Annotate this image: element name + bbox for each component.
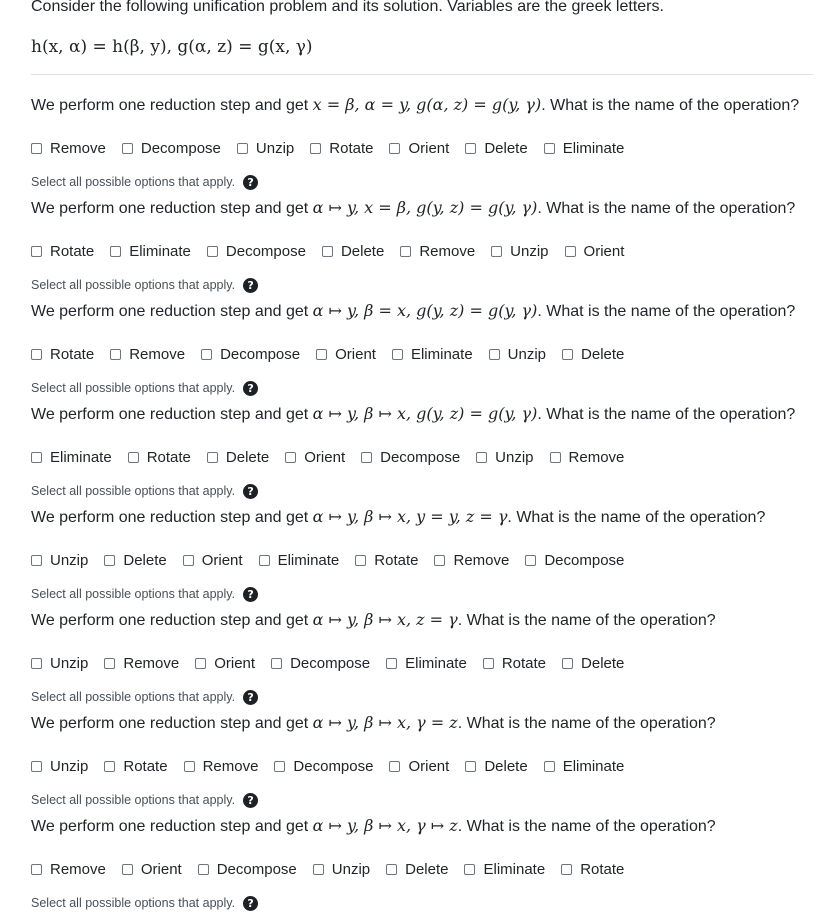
checkbox[interactable] bbox=[195, 658, 206, 669]
question-math: α ↦ y, β ↦ x, y = y, z = γ bbox=[312, 507, 508, 526]
option-delete[interactable] bbox=[386, 858, 448, 880]
option-orient[interactable] bbox=[389, 137, 449, 159]
checkbox[interactable] bbox=[31, 143, 42, 154]
option-label: Eliminate bbox=[277, 551, 340, 569]
checkbox[interactable] bbox=[465, 143, 476, 154]
option-label: Remove bbox=[419, 242, 476, 260]
checkbox[interactable] bbox=[183, 555, 194, 566]
option-unzip[interactable] bbox=[31, 549, 88, 571]
hint-text: Select all possible options that apply. bbox=[31, 587, 236, 601]
option-decompose[interactable] bbox=[198, 858, 297, 880]
option-delete[interactable] bbox=[465, 755, 527, 777]
option-orient[interactable] bbox=[316, 343, 376, 365]
option-label: Unzip bbox=[50, 654, 89, 672]
option-rotate[interactable] bbox=[310, 137, 373, 159]
checkbox[interactable] bbox=[561, 864, 572, 875]
checkbox[interactable] bbox=[31, 246, 42, 257]
question-suffix: . What is the name of the operation? bbox=[457, 818, 716, 835]
question-suffix: . What is the name of the operation? bbox=[507, 509, 766, 526]
option-label: Rotate bbox=[50, 345, 95, 363]
option-delete[interactable] bbox=[562, 343, 624, 365]
option-label: Rotate bbox=[580, 860, 625, 878]
option-orient[interactable] bbox=[565, 240, 625, 262]
option-label: Remove bbox=[129, 345, 186, 363]
question-suffix: . What is the name of the operation? bbox=[541, 97, 800, 114]
option-decompose[interactable] bbox=[201, 343, 300, 365]
hint bbox=[31, 789, 258, 811]
question-prefix: We perform one reduction step and get bbox=[31, 612, 309, 629]
question-math: α ↦ y, β ↦ x, g(y, z) = g(y, γ) bbox=[312, 404, 538, 423]
checkbox[interactable] bbox=[464, 864, 475, 875]
option-eliminate[interactable] bbox=[31, 446, 112, 468]
option-label: Decompose bbox=[216, 860, 297, 878]
option-rotate[interactable] bbox=[31, 240, 94, 262]
question-mark-icon[interactable]: ? bbox=[243, 175, 258, 190]
option-label: Orient bbox=[140, 860, 182, 878]
option-label: Unzip bbox=[331, 860, 371, 878]
question-mark-icon[interactable]: ? bbox=[243, 793, 258, 808]
hint bbox=[31, 377, 258, 399]
checkbox[interactable] bbox=[184, 761, 195, 772]
hint bbox=[31, 480, 258, 502]
option-orient[interactable] bbox=[285, 446, 345, 468]
option-decompose[interactable] bbox=[361, 446, 460, 468]
option-label: Decompose bbox=[380, 448, 461, 466]
option-eliminate[interactable] bbox=[464, 858, 545, 880]
question-block bbox=[31, 505, 821, 601]
checkbox[interactable] bbox=[322, 246, 333, 257]
option-label: Delete bbox=[340, 242, 385, 260]
question-math: α ↦ y, β ↦ x, z = γ bbox=[312, 610, 458, 629]
option-label: Eliminate bbox=[50, 448, 112, 466]
option-label: Eliminate bbox=[562, 139, 625, 157]
option-label: Rotate bbox=[123, 757, 168, 775]
intro-text: Consider the following unification problem and its solution. Variables are the greek letters. bbox=[31, 0, 664, 15]
option-label: Eliminate bbox=[483, 860, 546, 878]
question-mark-icon[interactable]: ? bbox=[243, 690, 258, 705]
option-label: Rotate bbox=[50, 242, 95, 260]
option-rotate[interactable] bbox=[355, 549, 418, 571]
question-prefix: We perform one reduction step and get bbox=[31, 509, 309, 526]
question-math: α ↦ y, β = x, g(y, z) = g(y, γ) bbox=[312, 301, 538, 320]
option-remove[interactable] bbox=[31, 858, 106, 880]
option-delete[interactable] bbox=[207, 446, 269, 468]
option-label: Remove bbox=[50, 139, 106, 157]
question-text bbox=[31, 299, 821, 323]
question-prefix: We perform one reduction step and get bbox=[31, 200, 309, 217]
option-label: Unzip bbox=[255, 139, 295, 157]
checkbox[interactable] bbox=[386, 658, 397, 669]
option-unzip[interactable] bbox=[489, 343, 546, 365]
checkbox[interactable] bbox=[565, 246, 576, 257]
hint-text: Select all possible options that apply. bbox=[31, 484, 236, 498]
question-block bbox=[31, 711, 821, 807]
checkbox[interactable] bbox=[104, 761, 115, 772]
question-math: α ↦ y, β ↦ x, γ = z bbox=[312, 713, 458, 732]
hint bbox=[31, 686, 258, 708]
option-label: Orient bbox=[583, 242, 625, 260]
question-suffix: . What is the name of the operation? bbox=[537, 200, 796, 217]
question-text bbox=[31, 608, 821, 632]
option-unzip[interactable] bbox=[31, 755, 88, 777]
option-rotate[interactable] bbox=[561, 858, 624, 880]
option-decompose[interactable] bbox=[271, 652, 370, 674]
hint bbox=[31, 583, 258, 605]
options-row bbox=[31, 652, 640, 674]
option-decompose[interactable] bbox=[525, 549, 624, 571]
option-label: Rotate bbox=[146, 448, 191, 466]
checkbox[interactable] bbox=[201, 349, 212, 360]
checkbox[interactable] bbox=[31, 658, 42, 669]
options-row bbox=[31, 343, 640, 365]
question-suffix: . What is the name of the operation? bbox=[457, 612, 716, 629]
option-remove[interactable] bbox=[400, 240, 475, 262]
option-label: Rotate bbox=[329, 139, 374, 157]
option-label: Orient bbox=[408, 757, 450, 775]
question-block bbox=[31, 299, 821, 395]
option-label: Orient bbox=[214, 654, 256, 672]
checkbox[interactable] bbox=[31, 555, 42, 566]
checkbox[interactable] bbox=[207, 452, 218, 463]
question-math: x = β, α = y, g(α, z) = g(y, γ) bbox=[312, 95, 542, 114]
option-label: Unzip bbox=[507, 345, 547, 363]
checkbox[interactable] bbox=[128, 452, 139, 463]
option-delete[interactable] bbox=[562, 652, 624, 674]
question-mark-icon[interactable]: ? bbox=[243, 278, 258, 293]
option-label: Delete bbox=[581, 345, 625, 363]
question-mark-icon[interactable]: ? bbox=[243, 381, 258, 396]
option-label: Unzip bbox=[50, 551, 89, 569]
question-block bbox=[31, 196, 821, 292]
question-math: α ↦ y, β ↦ x, γ ↦ z bbox=[312, 816, 458, 835]
checkbox[interactable] bbox=[110, 246, 121, 257]
checkbox[interactable] bbox=[104, 658, 115, 669]
question-block bbox=[31, 814, 821, 910]
option-label: Orient bbox=[335, 345, 376, 363]
checkbox[interactable] bbox=[237, 143, 248, 154]
checkbox[interactable] bbox=[525, 555, 536, 566]
hint-text: Select all possible options that apply. bbox=[31, 690, 236, 704]
option-eliminate[interactable] bbox=[544, 137, 625, 159]
checkbox[interactable] bbox=[562, 349, 573, 360]
question-prefix: We perform one reduction step and get bbox=[31, 715, 309, 732]
question-block bbox=[31, 93, 821, 189]
option-label: Eliminate bbox=[410, 345, 473, 363]
checkbox[interactable] bbox=[310, 143, 321, 154]
checkbox[interactable] bbox=[31, 349, 42, 360]
options-row bbox=[31, 137, 640, 159]
option-label: Remove bbox=[568, 448, 625, 466]
option-label: Decompose bbox=[225, 242, 306, 260]
checkbox[interactable] bbox=[389, 761, 400, 772]
option-label: Eliminate bbox=[405, 654, 467, 672]
problem-math: h(x, α) = h(β, y), g(α, z) = g(x, γ) bbox=[31, 37, 313, 57]
checkbox[interactable] bbox=[207, 246, 218, 257]
checkbox[interactable] bbox=[544, 761, 555, 772]
option-label: Delete bbox=[484, 757, 528, 775]
option-unzip[interactable] bbox=[491, 240, 548, 262]
option-eliminate[interactable] bbox=[110, 240, 191, 262]
option-unzip[interactable] bbox=[237, 137, 294, 159]
question-suffix: . What is the name of the operation? bbox=[537, 303, 796, 320]
checkbox[interactable] bbox=[491, 246, 502, 257]
option-delete[interactable] bbox=[322, 240, 384, 262]
option-label: Remove bbox=[202, 757, 259, 775]
checkbox[interactable] bbox=[198, 864, 209, 875]
question-prefix: We perform one reduction step and get bbox=[31, 97, 309, 114]
option-eliminate[interactable] bbox=[392, 343, 473, 365]
options-row bbox=[31, 858, 640, 880]
option-label: Delete bbox=[405, 860, 449, 878]
hint bbox=[31, 171, 258, 193]
option-label: Decompose bbox=[293, 757, 374, 775]
checkbox[interactable] bbox=[104, 555, 115, 566]
checkbox[interactable] bbox=[316, 349, 327, 360]
option-label: Orient bbox=[304, 448, 346, 466]
checkbox[interactable] bbox=[31, 452, 42, 463]
checkbox[interactable] bbox=[274, 761, 285, 772]
checkbox[interactable] bbox=[355, 555, 366, 566]
checkbox[interactable] bbox=[483, 658, 494, 669]
checkbox[interactable] bbox=[259, 555, 270, 566]
option-rotate[interactable] bbox=[104, 755, 167, 777]
option-remove[interactable] bbox=[184, 755, 259, 777]
option-rotate[interactable] bbox=[128, 446, 191, 468]
options-row bbox=[31, 240, 640, 262]
option-label: Unzip bbox=[50, 757, 89, 775]
option-label: Decompose bbox=[544, 551, 625, 569]
question-mark-icon[interactable]: ? bbox=[243, 484, 258, 499]
option-label: Decompose bbox=[140, 139, 221, 157]
checkbox[interactable] bbox=[31, 761, 42, 772]
checkbox[interactable] bbox=[392, 349, 403, 360]
option-label: Orient bbox=[408, 139, 450, 157]
checkbox[interactable] bbox=[562, 658, 573, 669]
checkbox[interactable] bbox=[122, 864, 133, 875]
hint bbox=[31, 892, 258, 914]
option-label: Eliminate bbox=[562, 757, 625, 775]
question-text bbox=[31, 814, 821, 838]
options-row bbox=[31, 549, 640, 571]
question-mark-icon[interactable]: ? bbox=[243, 896, 258, 911]
checkbox[interactable] bbox=[465, 761, 476, 772]
question-text bbox=[31, 505, 821, 529]
option-remove[interactable] bbox=[104, 652, 179, 674]
options-row bbox=[31, 446, 640, 468]
checkbox[interactable] bbox=[122, 143, 133, 154]
question-block bbox=[31, 608, 821, 704]
option-eliminate[interactable] bbox=[544, 755, 625, 777]
question-text bbox=[31, 196, 821, 220]
hint-text: Select all possible options that apply. bbox=[31, 381, 236, 395]
question-suffix: . What is the name of the operation? bbox=[537, 406, 796, 423]
checkbox[interactable] bbox=[31, 864, 42, 875]
options-row bbox=[31, 755, 640, 777]
checkbox[interactable] bbox=[386, 864, 397, 875]
option-decompose[interactable] bbox=[274, 755, 373, 777]
checkbox[interactable] bbox=[361, 452, 372, 463]
option-delete[interactable] bbox=[104, 549, 166, 571]
option-label: Unzip bbox=[495, 448, 534, 466]
option-decompose[interactable] bbox=[207, 240, 306, 262]
option-remove[interactable] bbox=[31, 137, 106, 159]
option-label: Decompose bbox=[290, 654, 371, 672]
option-label: Delete bbox=[581, 654, 625, 672]
option-unzip[interactable] bbox=[476, 446, 533, 468]
checkbox[interactable] bbox=[313, 864, 324, 875]
checkbox[interactable] bbox=[271, 658, 282, 669]
checkbox[interactable] bbox=[389, 143, 400, 154]
checkbox[interactable] bbox=[434, 555, 445, 566]
hint bbox=[31, 274, 258, 296]
checkbox[interactable] bbox=[550, 452, 561, 463]
question-suffix: . What is the name of the operation? bbox=[457, 715, 716, 732]
option-label: Unzip bbox=[510, 242, 549, 260]
question-prefix: We perform one reduction step and get bbox=[31, 303, 309, 320]
option-label: Remove bbox=[123, 654, 180, 672]
option-remove[interactable] bbox=[550, 446, 625, 468]
hint-text: Select all possible options that apply. bbox=[31, 278, 236, 292]
option-unzip[interactable] bbox=[31, 652, 88, 674]
question-mark-icon[interactable]: ? bbox=[243, 587, 258, 602]
option-remove[interactable] bbox=[434, 549, 509, 571]
option-label: Delete bbox=[123, 551, 167, 569]
option-eliminate[interactable] bbox=[259, 549, 340, 571]
option-label: Delete bbox=[484, 139, 528, 157]
question-prefix: We perform one reduction step and get bbox=[31, 406, 309, 423]
option-rotate[interactable] bbox=[31, 343, 94, 365]
option-eliminate[interactable] bbox=[386, 652, 467, 674]
checkbox[interactable] bbox=[476, 452, 487, 463]
divider bbox=[31, 74, 813, 75]
question-text bbox=[31, 711, 821, 735]
option-label: Decompose bbox=[220, 345, 301, 363]
option-delete[interactable] bbox=[465, 137, 527, 159]
option-orient[interactable] bbox=[183, 549, 243, 571]
question-prefix: We perform one reduction step and get bbox=[31, 818, 309, 835]
option-label: Rotate bbox=[501, 654, 547, 672]
option-decompose[interactable] bbox=[122, 137, 221, 159]
option-orient[interactable] bbox=[122, 858, 182, 880]
option-label: Eliminate bbox=[129, 242, 191, 260]
option-orient[interactable] bbox=[195, 652, 255, 674]
option-orient[interactable] bbox=[389, 755, 449, 777]
option-label: Orient bbox=[201, 551, 243, 569]
checkbox[interactable] bbox=[110, 349, 121, 360]
checkbox[interactable] bbox=[544, 143, 555, 154]
option-remove[interactable] bbox=[110, 343, 185, 365]
question-text bbox=[31, 402, 821, 426]
hint-text: Select all possible options that apply. bbox=[31, 793, 236, 807]
hint-text: Select all possible options that apply. bbox=[31, 175, 236, 189]
checkbox[interactable] bbox=[489, 349, 500, 360]
option-label: Rotate bbox=[374, 551, 419, 569]
hint-text: Select all possible options that apply. bbox=[31, 896, 236, 910]
question-block bbox=[31, 402, 821, 498]
question-math: α ↦ y, x = β, g(y, z) = g(y, γ) bbox=[312, 198, 538, 217]
option-unzip[interactable] bbox=[313, 858, 370, 880]
option-label: Delete bbox=[225, 448, 270, 466]
checkbox[interactable] bbox=[285, 452, 296, 463]
option-rotate[interactable] bbox=[483, 652, 546, 674]
option-label: Remove bbox=[453, 551, 510, 569]
question-text bbox=[31, 93, 821, 117]
checkbox[interactable] bbox=[400, 246, 411, 257]
option-label: Remove bbox=[50, 860, 106, 878]
